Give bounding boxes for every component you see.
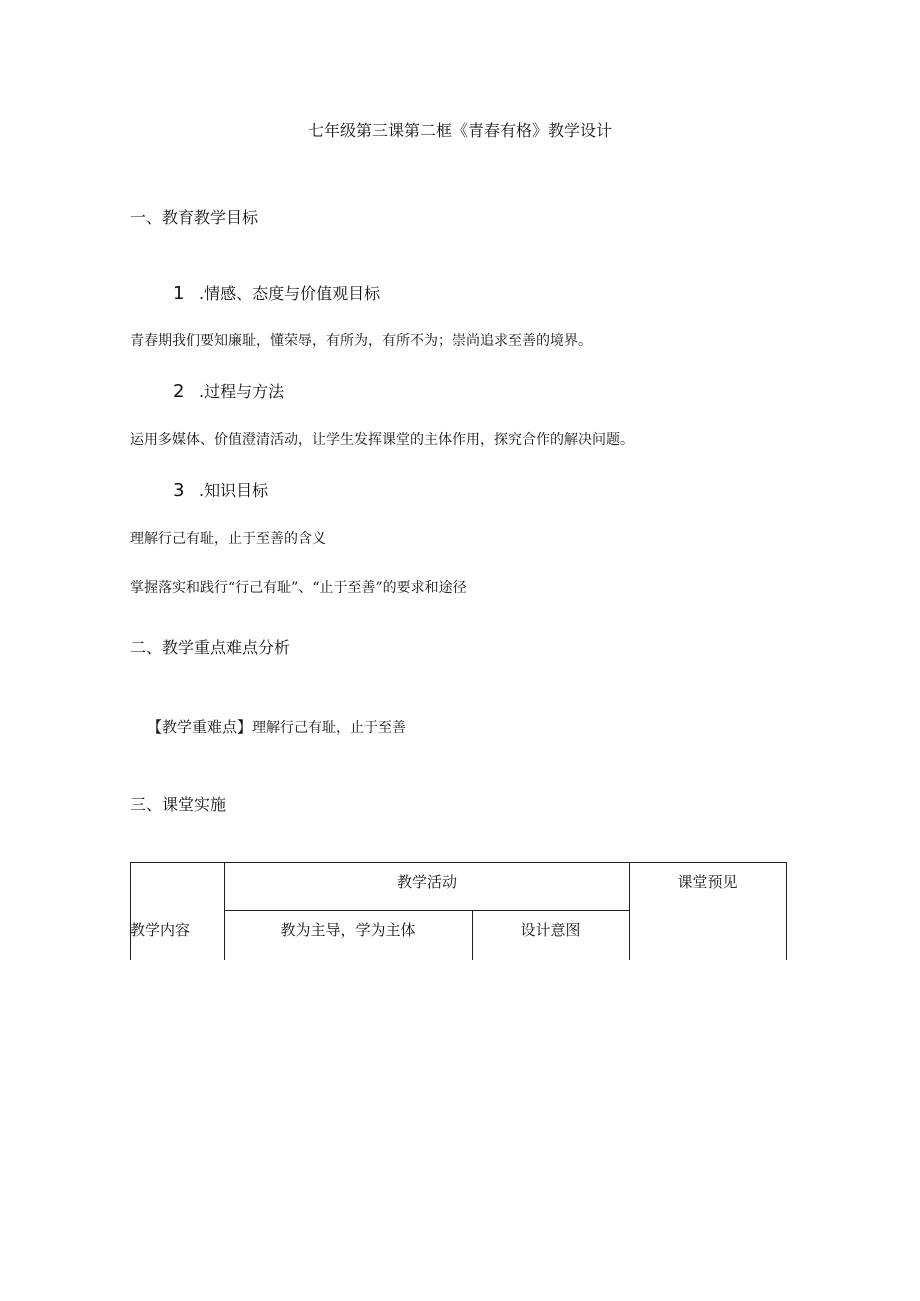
subheading-emotion-goals [173, 281, 380, 304]
paragraph-process-methods: 运用多媒体、价值澄清活动，让学生发挥课堂的主体作用，探究合作的解决问题。 [130, 432, 634, 448]
table-divider-activity [224, 910, 630, 911]
section-heading-goals: 一、教育教学目标 [130, 208, 259, 227]
subheading-knowledge-goals [173, 478, 268, 501]
table-border-right [786, 862, 787, 960]
table-border-top [130, 862, 787, 863]
table-subheader-guide: 教为主导，学为主体 [280, 921, 416, 939]
table-header-preview: 课堂预见 [677, 873, 738, 891]
key-points-text: 理解行己有耻，止于至善 [252, 720, 407, 736]
table-border-left [130, 862, 131, 960]
subheading-process-methods [173, 379, 284, 402]
key-points-label: 【教学重难点】 [147, 718, 253, 736]
table-header-activity: 教学活动 [396, 873, 457, 891]
subheading-number: 3 [173, 480, 185, 501]
subheading-label: .情感、态度与价值观目标 [199, 284, 381, 303]
paragraph-knowledge-goal-1: 理解行己有耻，止于至善的含义 [130, 531, 326, 547]
paragraph-emotion-goals: 青春期我们要知廉耻，懂荣辱，有所为，有所不为；崇尚追求至善的境界。 [130, 333, 592, 349]
document-title: 七年级第三课第二框《青春有格》教学设计 [307, 121, 612, 140]
key-difficult-points [147, 716, 406, 737]
paragraph-knowledge-goal-2: 掌握落实和践行“行己有耻”、“止于至善”的要求和途径 [130, 580, 467, 596]
subheading-number: 2 [173, 381, 185, 402]
subheading-label: .过程与方法 [199, 382, 285, 401]
table-header-content: 教学内容 [130, 921, 191, 939]
section-heading-classroom: 三、课堂实施 [130, 795, 227, 814]
section-heading-key-points: 二、教学重点难点分析 [130, 638, 291, 657]
subheading-number: 1 [173, 283, 185, 304]
table-subheader-design: 设计意图 [520, 921, 581, 939]
subheading-label: .知识目标 [199, 481, 269, 500]
